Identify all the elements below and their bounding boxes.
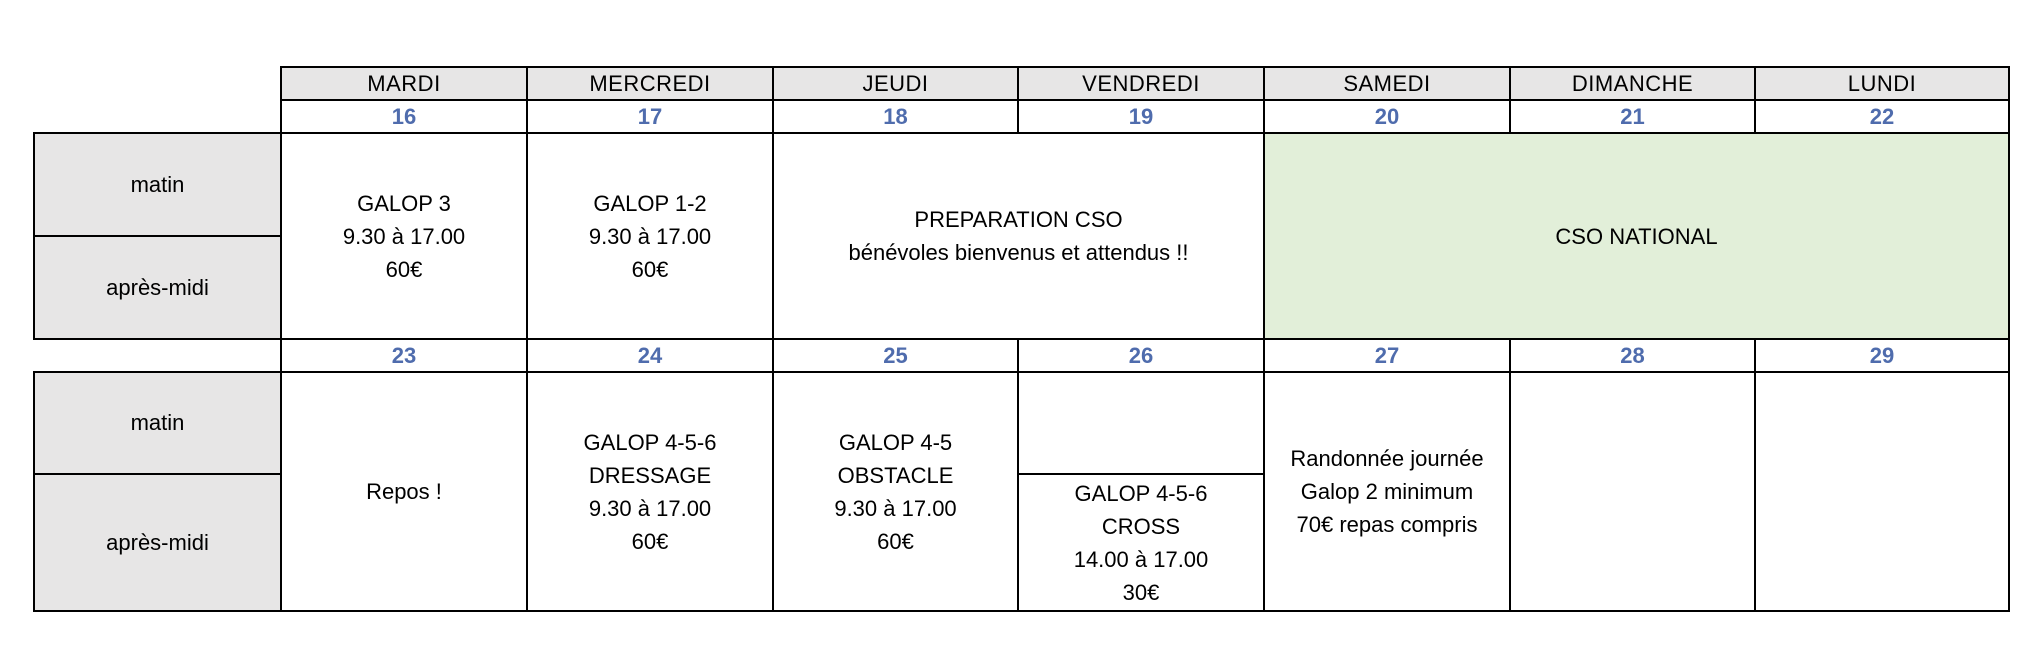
- date-21: 21: [1509, 99, 1756, 134]
- day-header-mardi: MARDI: [280, 66, 528, 101]
- date-27: 27: [1263, 338, 1511, 373]
- day-header-vendredi: VENDREDI: [1017, 66, 1265, 101]
- event-preparation-cso: [772, 132, 1265, 340]
- event-repos: [280, 371, 528, 612]
- slot-matin-week1: matin: [33, 132, 282, 237]
- date-16: 16: [280, 99, 528, 134]
- event-title: GALOP 4-5: [838, 429, 953, 455]
- date-20: 20: [1263, 99, 1511, 134]
- date-25: 25: [772, 338, 1019, 373]
- date-17: 17: [526, 99, 774, 134]
- date-18: 18: [772, 99, 1019, 134]
- date-23: 23: [280, 338, 528, 373]
- date-26: 26: [1017, 338, 1265, 373]
- day-header-samedi: SAMEDI: [1263, 66, 1511, 101]
- event-price: 60€: [631, 528, 669, 554]
- event-time: 9.30 à 17.00: [588, 495, 712, 521]
- event-price: 70€ repas compris: [1296, 512, 1478, 537]
- event-randonnee: [1263, 371, 1511, 612]
- event-discipline: DRESSAGE: [588, 462, 712, 488]
- event-time: 9.30 à 17.00: [342, 223, 466, 249]
- slot-apres-midi-week2: après-midi: [33, 473, 282, 612]
- slot-matin-week2: matin: [33, 371, 282, 475]
- event-galop-3: [280, 132, 528, 340]
- event-title: CSO NATIONAL: [1555, 223, 1718, 249]
- event-price: 60€: [631, 256, 669, 282]
- event-title: GALOP 1-2: [593, 190, 707, 216]
- event-requirement: Galop 2 minimum: [1300, 479, 1474, 504]
- empty-cell-dimanche: [1509, 371, 1756, 612]
- empty-cell-vendredi-matin: [1017, 371, 1265, 475]
- event-galop-obstacle: [772, 371, 1019, 612]
- event-discipline: CROSS: [1101, 513, 1181, 539]
- event-title: GALOP 3: [357, 190, 451, 216]
- event-galop-1-2: [526, 132, 774, 340]
- date-19: 19: [1017, 99, 1265, 134]
- slot-apres-midi-week1: après-midi: [33, 235, 282, 340]
- event-title: GALOP 4-5-6: [1074, 480, 1208, 506]
- date-28: 28: [1509, 338, 1756, 373]
- date-22: 22: [1754, 99, 2010, 134]
- empty-cell-lundi: [1754, 371, 2010, 612]
- event-time: 14.00 à 17.00: [1073, 546, 1209, 572]
- event-price: 30€: [1122, 579, 1160, 605]
- event-title: GALOP 4-5-6: [583, 429, 717, 455]
- event-price: 60€: [385, 256, 423, 282]
- event-galop-cross: [1017, 473, 1265, 612]
- date-29: 29: [1754, 338, 2010, 373]
- event-price: 60€: [877, 528, 914, 554]
- event-time: 9.30 à 17.00: [588, 223, 712, 249]
- day-header-mercredi: MERCREDI: [526, 66, 774, 101]
- event-time: 9.30 à 17.00: [834, 495, 957, 521]
- day-header-jeudi: JEUDI: [772, 66, 1019, 101]
- event-note: bénévoles bienvenus et attendus !!: [848, 240, 1189, 265]
- event-galop-dressage: [526, 371, 774, 612]
- day-header-lundi: LUNDI: [1754, 66, 2010, 101]
- day-header-dimanche: DIMANCHE: [1509, 66, 1756, 101]
- event-title: PREPARATION CSO: [914, 207, 1123, 232]
- event-title: Randonnée journée: [1290, 446, 1484, 471]
- event-title: Repos !: [366, 479, 442, 504]
- event-cso-national: [1263, 132, 2010, 340]
- event-discipline: OBSTACLE: [837, 462, 954, 488]
- date-24: 24: [526, 338, 774, 373]
